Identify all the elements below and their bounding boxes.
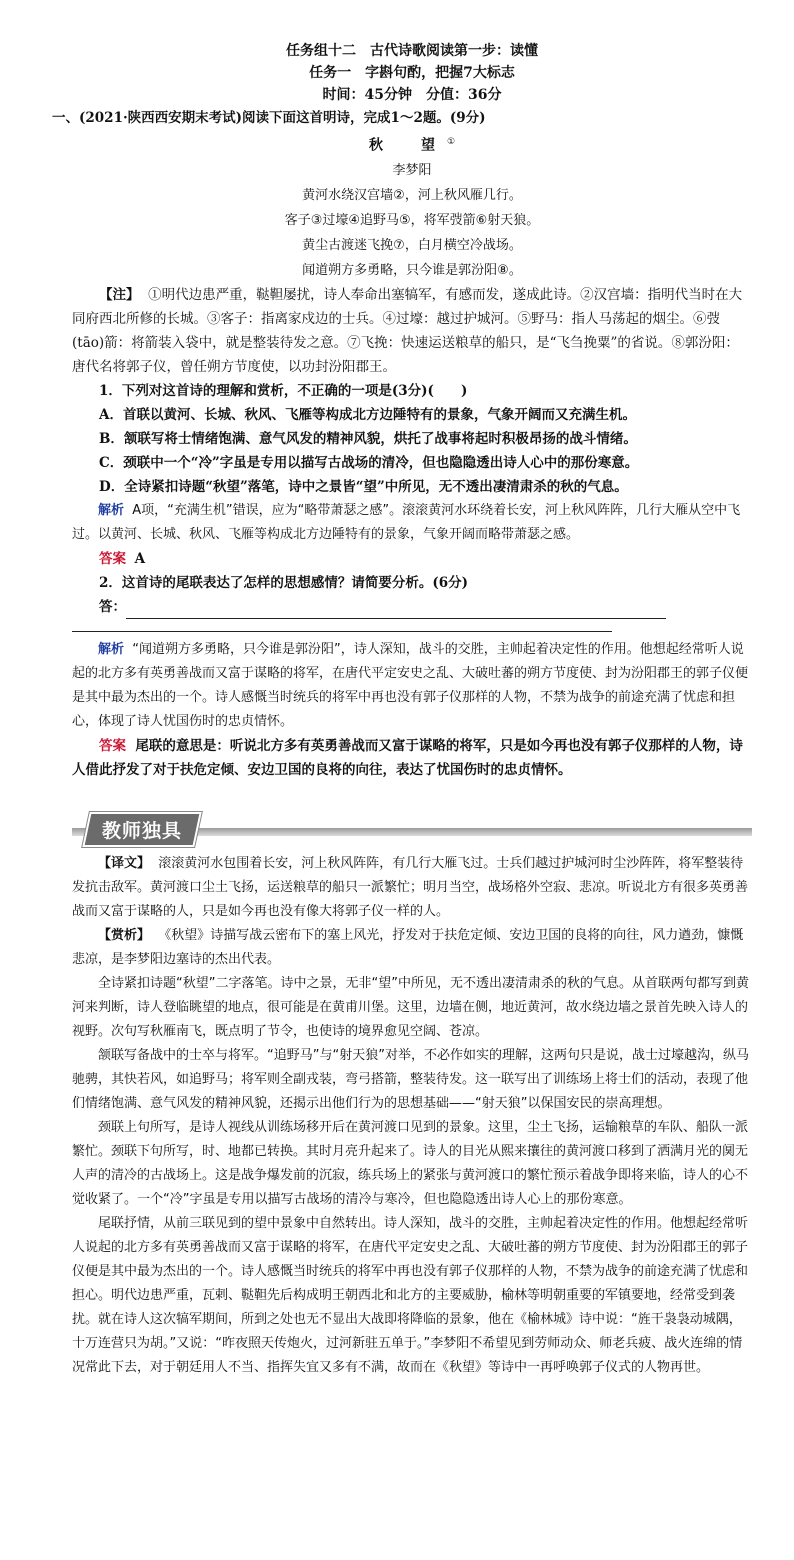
page (52, 40, 752, 1380)
section-intro: 一、(2021·陕西西安期末考试)阅读下面这首明诗，完成1～2题。(9分) (52, 110, 486, 126)
poem-title: 秋 望 (368, 137, 447, 154)
q1-option-a: A．首联以黄河、长城、秋风、飞雁等构成北方边陲特有的景象，气象开阔而又充满生机。 (99, 407, 636, 424)
q2-answer: 答案 尾联的意思是：听说北方多有英勇善战而又富于谋略的将军，只是如今再也没有郭子仪那样的人物，诗人借此抒发了对于扶危定倾、安边卫国的良将的向往，表达了忧国伤时的忠贞情怀。 (72, 738, 743, 779)
q1-answer: 答案 A (99, 551, 146, 568)
note-label: 【注】 (99, 287, 140, 304)
poem-line: 黄尘古渡迷飞挽⑦，白月横空冷战场。 (302, 238, 522, 254)
appreciation: 【赏析】 《秋望》诗描写战云密布下的塞上风光，抒发对于扶危定倾、安边卫国的良将的向往，风力遒劲，慷慨悲凉，是李梦阳边塞诗的杰出代表。 (72, 928, 744, 968)
poem-line: 黄河水绕汉宫墙②，河上秋风雁几行。 (302, 188, 522, 204)
answer-input-line[interactable] (126, 604, 666, 619)
note-text: ①明代边患严重，鞑靼屡扰，诗人奉命出塞犒军，有感而发，遂成此诗。②汉宫墙：指明代当时在大同府西北所修的长城。③客子：指离家戍边的士兵。④过壕：越过护城河。⑤野马：指人马荡起的烟尘。⑥弢(tāo)箭：将箭装入袋中，就是整装待发之意。⑦飞挽：快速运送粮草的船只，是“飞刍挽粟”的省说。⑧郭汾阳：唐代名将郭子仪，曾任朔方节度使，以功封汾阳郡王。 (72, 287, 743, 376)
answer-label: 答案 (99, 551, 126, 568)
group-title: 任务组十二 古代诗歌阅读第一步：读懂 (286, 43, 538, 59)
q1-option-c: C．颈联中一个“冷”字虽是专用以描写古战场的清冷，但也隐隐透出诗人心中的那份寒意。 (99, 455, 639, 472)
poem-author: 李梦阳 (392, 163, 432, 179)
poem-notes (72, 283, 752, 379)
task-title: 任务一 字斟句酌，把握7大标志 (309, 65, 515, 81)
q2-answer-area: 答： (72, 595, 752, 619)
appreciation-paragraph: 颈联上句所写，是诗人视线从训练场移开后在黄河渡口见到的景象。这里，尘土飞扬，运输粮草的车队、船队一派繁忙。颈联下句所写，时、地都已转换。其时月亮升起来了。诗人的目光从熙来攘往的黄河渡口移到了洒满月光的阒无人声的清冷的古战场上。这是战争爆发前的沉寂，练兵场上的紧张与黄河渡口的繁忙预示着战争即将来临，诗人的心不觉收紧了。一个“冷”字虽是专用以描写古战场的清冷与寒冷，但也隐隐透出诗人心上的那份寒意。 (72, 1120, 749, 1208)
appreciation-paragraph: 颔联写备战中的士卒与将军。“追野马”与“射天狼”对举，不必作如实的理解，这两句只是说，战士过壕越沟，纵马驰骋，其快若风，如追野马；将军则全副戎装，弯弓搭箭，整装待发。这一联写出了训练场上将士们的活动，表现了他们情绪饱满、意气风发的精神风貌，还揭示出他们行为的思想基础——“射天狼”以保国安民的崇高理想。 (72, 1048, 749, 1112)
q1-option-b: B．颔联写将士情绪饱满、意气风发的精神风貌，烘托了战事将起时积极昂扬的战斗情绪。 (99, 431, 637, 448)
q2-analysis: 解析 “闻道朔方多勇略，只今谁是郭汾阳”，诗人深知，战斗的交胜，主帅起着决定性的作用。他想起经常听人说起的北方多有英勇善战而又富于谋略的将军，在唐代平定安史之乱、大破吐蕃的朔方节度使、封为汾阳郡王的郭子仪便是其中最为杰出的一个。诗人感慨当时统兵的将军中再也没有郭子仪那样的人物，不禁为战争的前途充满了忧虑和担心，体现了诗人忧国伤时的忠贞情怀。 (72, 642, 749, 730)
analysis-label: 解析 (98, 642, 125, 658)
poem-line: 闻道朔方多勇略，只今谁是郭汾阳⑧。 (302, 263, 522, 279)
q1-option-d: D．全诗紧扣诗题“秋望”落笔，诗中之景皆“望”中所见，无不透出凄清肃杀的秋的气息。 (99, 479, 628, 496)
time-score: 时间：45分钟 分值：36分 (322, 87, 502, 103)
answer-input-line[interactable] (72, 619, 612, 632)
analysis-label: 解析 (98, 503, 125, 519)
teacher-banner (72, 812, 752, 848)
answer-label: 答案 (99, 738, 126, 755)
appreciation-paragraph: 全诗紧扣诗题“秋望”二字落笔。诗中之景，无非“望”中所见，无不透出凄清肃杀的秋的气息。从首联两句都写到黄河来判断，诗人登临眺望的地点，很可能是在黄甫川堡。这里，边墙在侧，地近黄河，故水绕边墙之景首先映入诗人的视野。次句写秋雁南飞，既点明了节令，也使诗的境界愈见空阔、苍凉。 (72, 976, 749, 1040)
poem (72, 130, 752, 283)
q2-stem: 2．这首诗的尾联表达了怎样的思想感情？请简要分析。(6分) (99, 575, 469, 592)
banner-label: 教师独具 (82, 812, 201, 847)
q1-stem: 1．下列对这首诗的理解和赏析，不正确的一项是(3分)( ) (99, 383, 468, 400)
appreciation-paragraph: 尾联抒情，从前三联见到的望中景象中自然转出。诗人深知，战斗的交胜，主帅起着决定性的作用。他想起经常听人说起的北方多有英勇善战而又富于谋略的将军，在唐代平定安史之乱、大破吐蕃的朔方节度使、封为汾阳郡王的郭子仪便是其中最为杰出的一个。诗人感慨当时统兵的将军中再也没有郭子仪那样的人物，不禁为战争的前途充满了忧虑和担心。明代边患严重，瓦剌、鞑靼先后构成明王朝西北和北方的主要威胁，榆林等明朝重要的军镇要地，经常受到袭扰。就在诗人这次犒军期间，所到之处也无不显出大战即将降临的景象，他在《榆林城》诗中说：“旌干袅袅动城隅，十万连营只为胡。”又说：“昨夜照天传炮火，过河新驻五单于。”李梦阳不希望见到劳师动众、师老兵疲、战火连绵的情况常此下去，对于朝廷用人不当、指挥失宜又多有不满，故而在《秋望》等诗中一再呼唤郭子仪式的人物再世。 (72, 1216, 749, 1376)
poem-title-note: ① (446, 137, 456, 147)
q1-analysis: 解析 A项，“充满生机”错误，应为“略带萧瑟之感”。滚滚黄河水环绕着长安，河上秋风阵阵，几行大雁从空中飞过。以黄河、长城、秋风、飞雁等构成北方边陲特有的景象，气象开阔而略带萧瑟之感。 (72, 503, 741, 543)
poem-line: 客子③过壕④追野马⑤，将军弢箭⑥射天狼。 (284, 213, 540, 229)
translation: 【译文】 滚滚黄河水包围着长安，河上秋风阵阵，有几行大雁飞过。士兵们越过护城河时尘沙阵阵，将军整装待发抗击敌军。黄河渡口尘土飞扬，运送粮草的船只一派繁忙；明月当空，战场格外空寂、悲凉。听说北方有很多英勇善战而又富于谋略的人，只是如今再也没有像大将郭子仪一样的人。 (72, 856, 749, 920)
